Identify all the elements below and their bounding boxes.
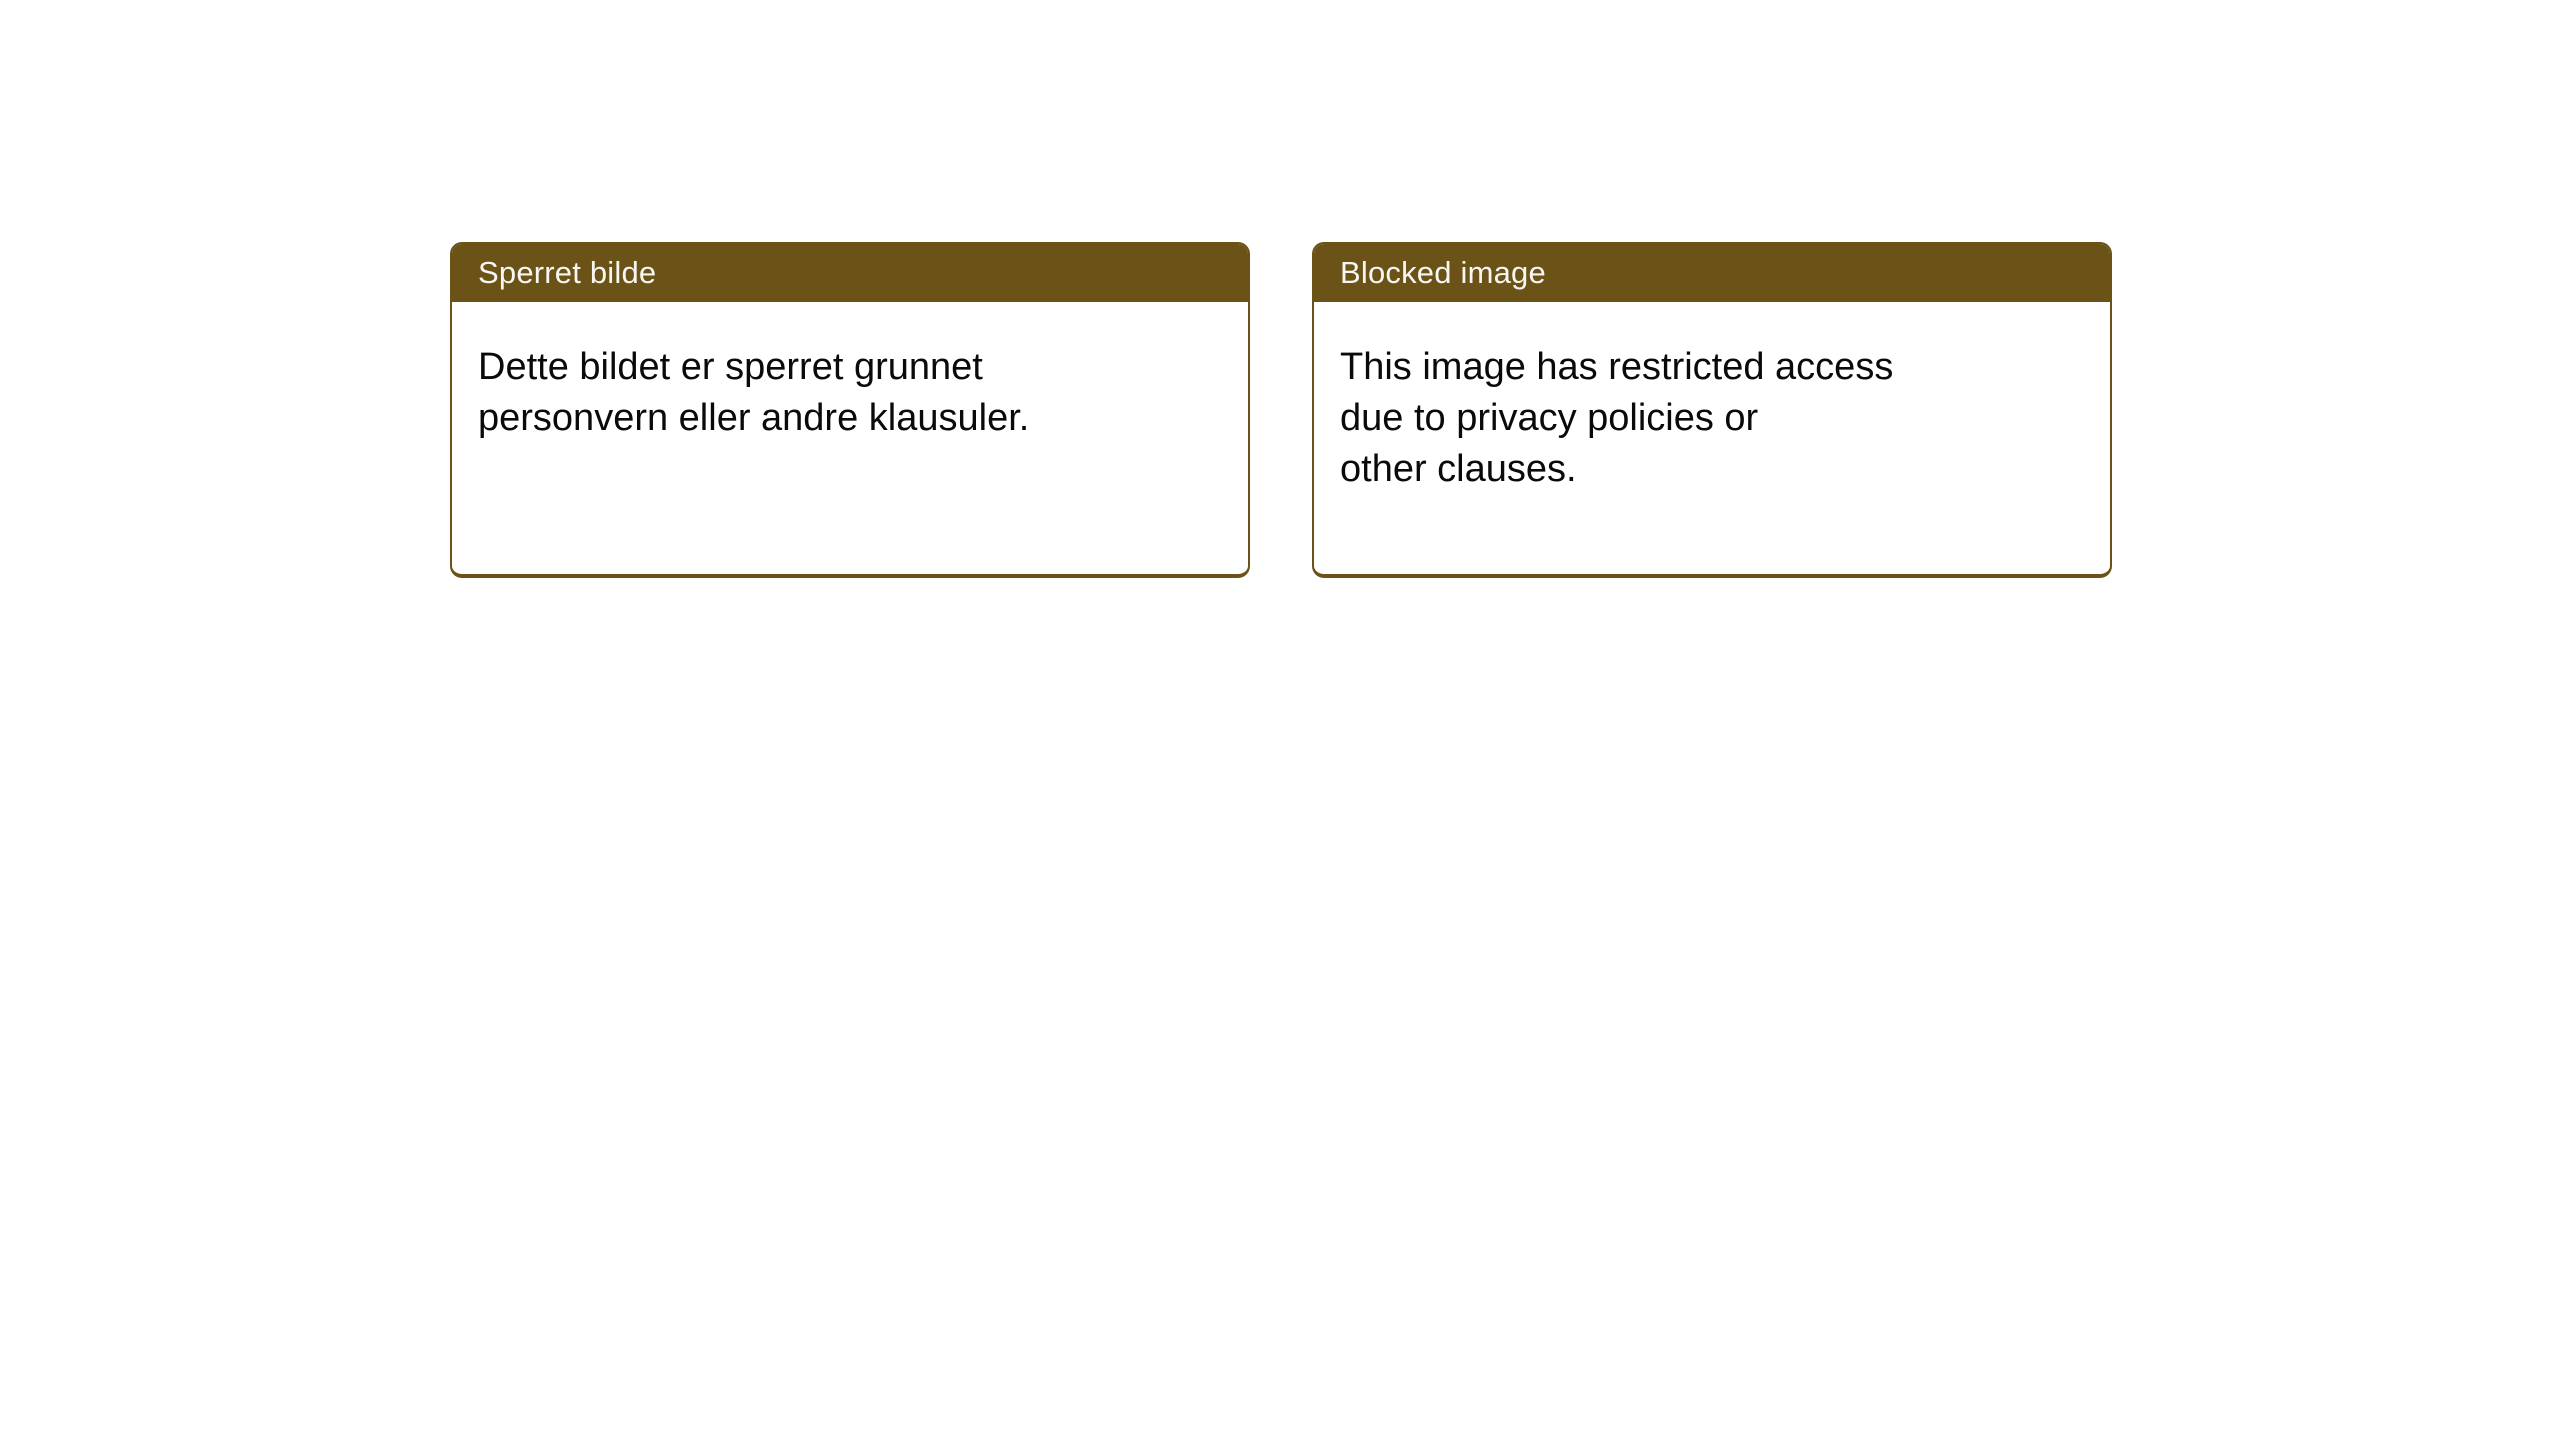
blocked-image-notice-card-english bbox=[1312, 242, 2112, 578]
notice-text-line: other clauses. bbox=[1340, 448, 1577, 490]
card-header-english bbox=[1314, 244, 2110, 302]
notice-text-line: Dette bildet er sperret grunnet bbox=[478, 346, 983, 388]
card-title-english: Blocked image bbox=[1340, 255, 1546, 290]
blocked-image-notice-card-norwegian bbox=[450, 242, 1250, 578]
notice-text-line: due to privacy policies or bbox=[1340, 397, 1759, 439]
card-title-norwegian: Sperret bilde bbox=[478, 255, 657, 290]
card-body-norwegian bbox=[452, 302, 1248, 444]
card-body-english bbox=[1314, 302, 2110, 495]
card-header-norwegian bbox=[452, 244, 1248, 302]
notice-text-line: This image has restricted access bbox=[1340, 346, 1894, 388]
notice-text-line: personvern eller andre klausuler. bbox=[478, 397, 1030, 439]
